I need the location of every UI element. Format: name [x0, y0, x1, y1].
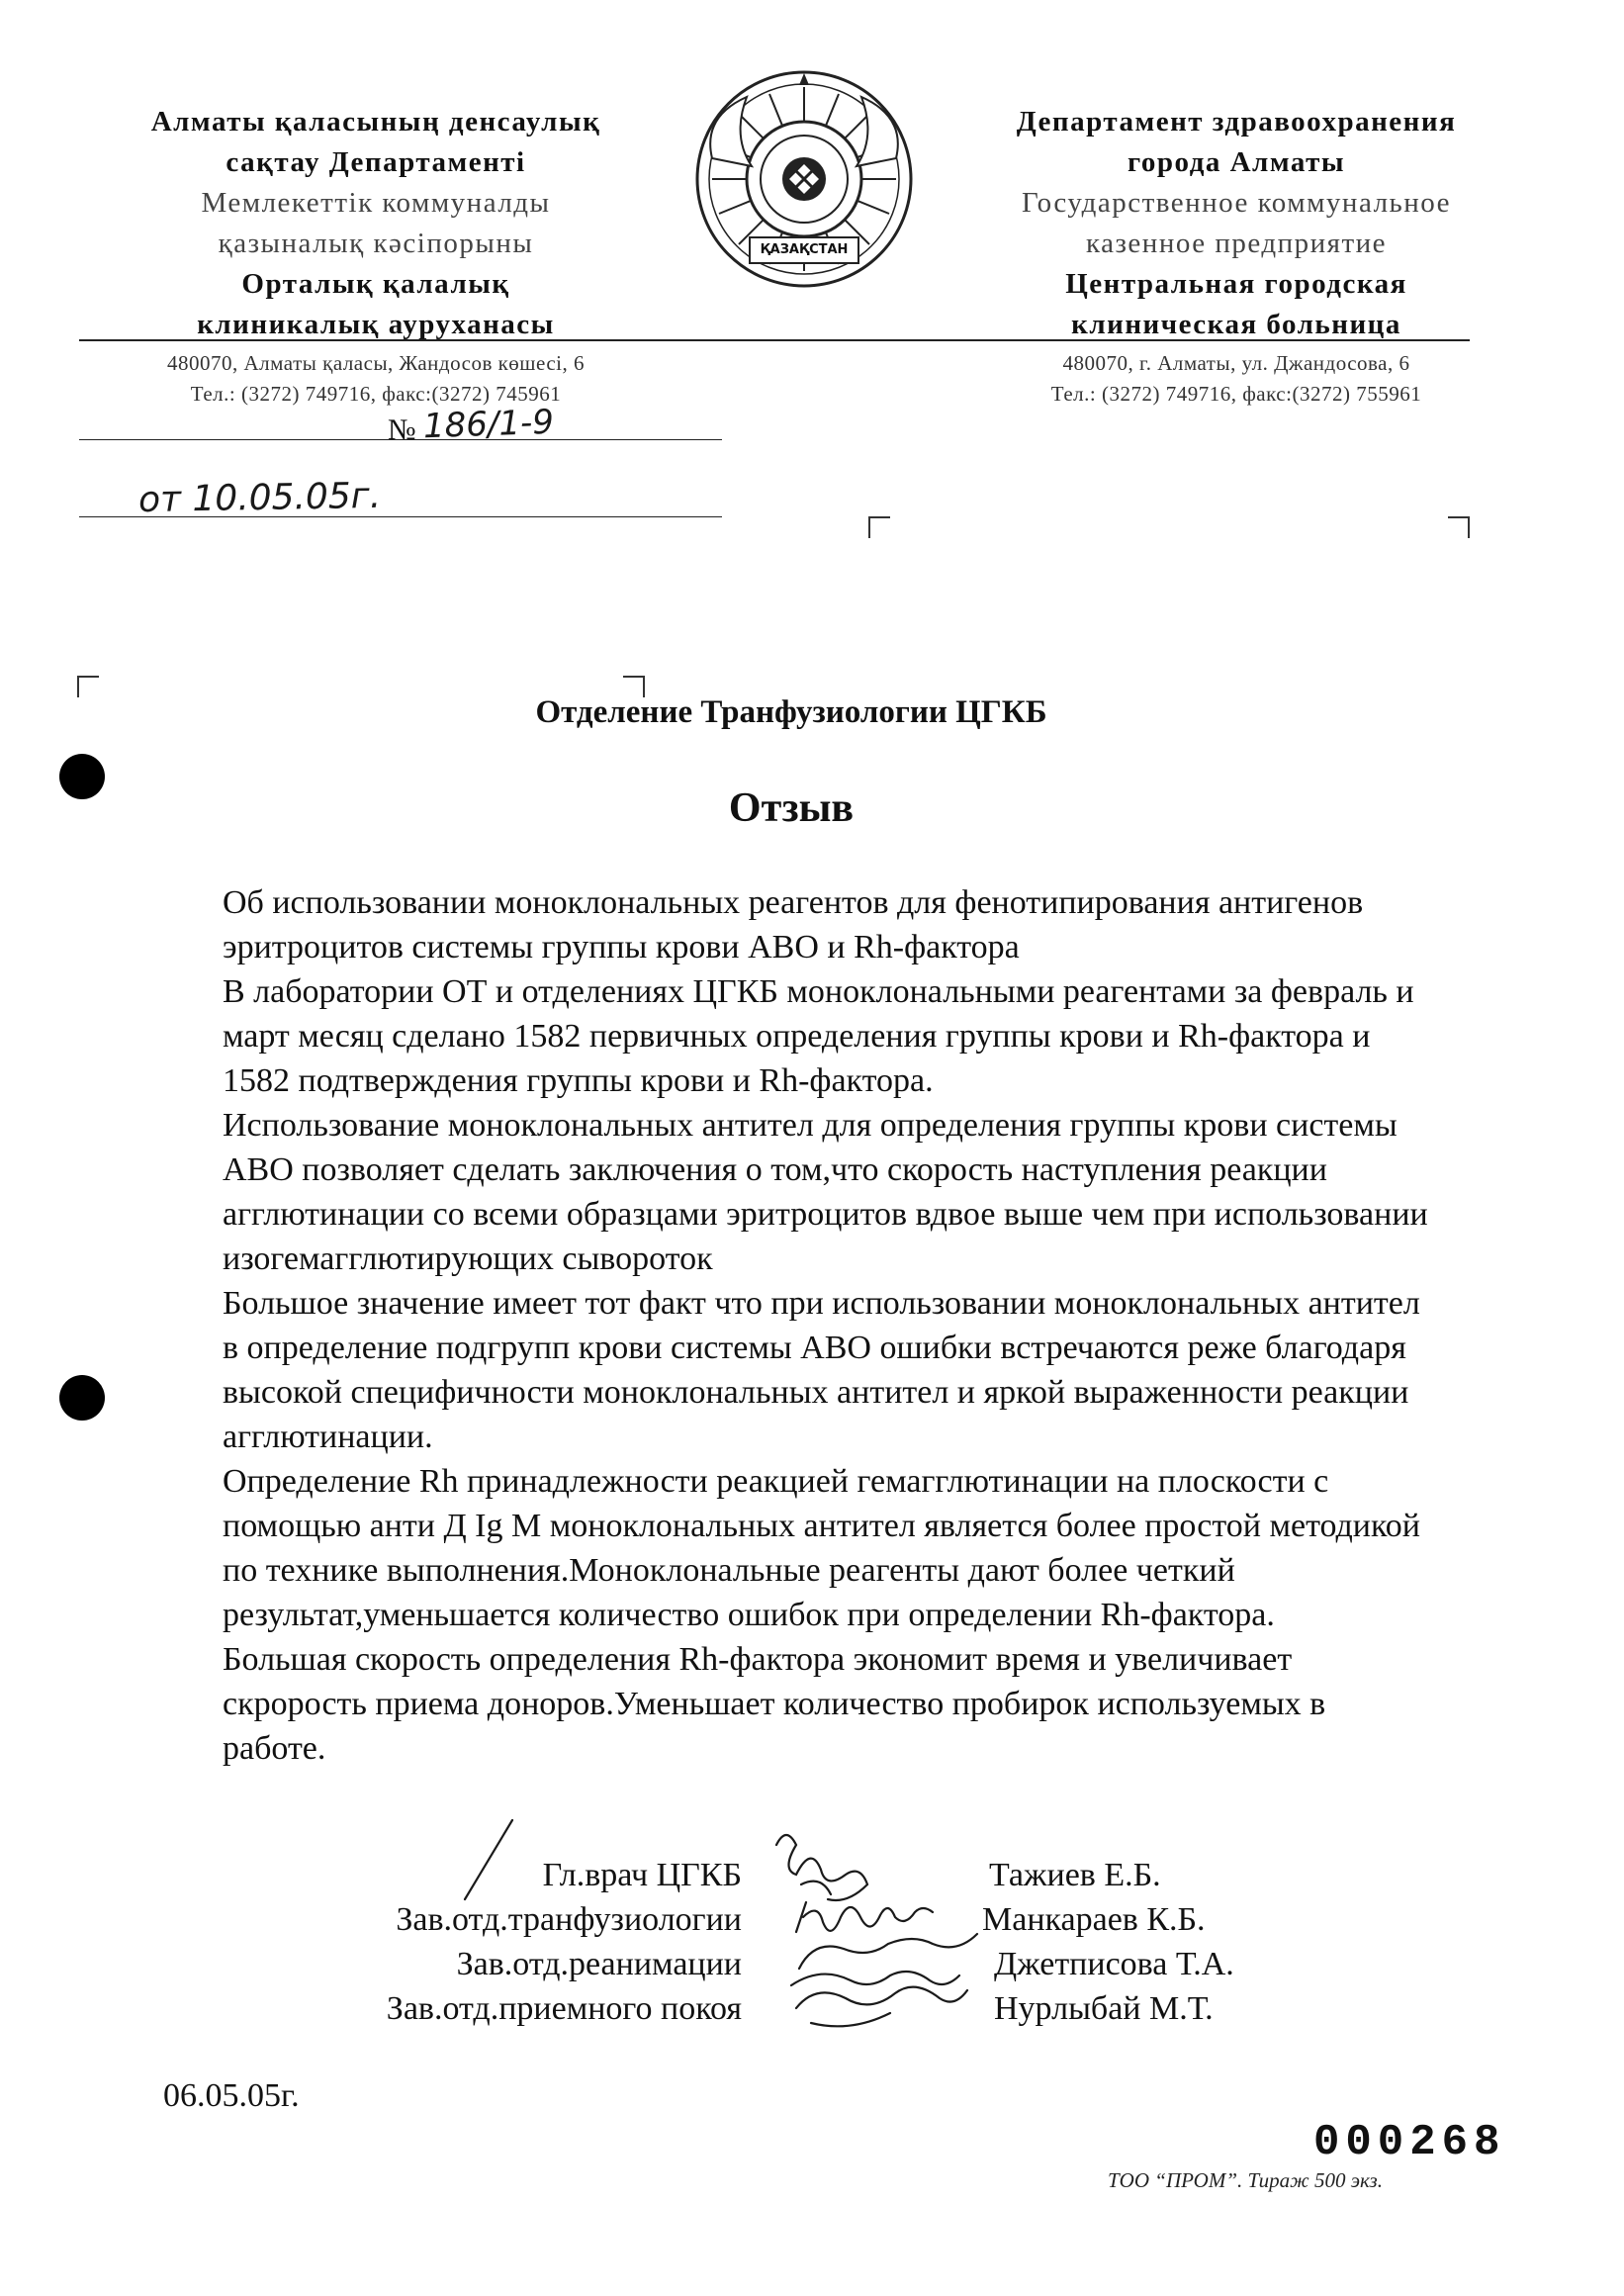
address-left-street: 480070, Алматы қаласы, Жандосов көшесі, 6: [167, 351, 585, 375]
signature-position: Зав.отд.реанимации: [456, 1946, 742, 1982]
reg-date-value: от 10.05.05г.: [137, 475, 382, 521]
org-name-kz-line2: сақтау Департаменті: [226, 146, 526, 178]
handwritten-signatures: [455, 1815, 1009, 2053]
org-type-kz-line2: қазыналық кәсіпорыны: [218, 228, 534, 259]
hospital-name-kz-line2: клиникалық ауруханасы: [197, 309, 555, 340]
department-heading: Отделение Транфузиологии ЦГКБ: [535, 694, 1047, 730]
hospital-name-ru-line2: клиническая больница: [1071, 309, 1401, 340]
document-title: Отзыв: [728, 785, 855, 831]
letterhead-left: [79, 102, 673, 345]
org-name-ru-line1: Департамент здравоохранения: [1016, 106, 1457, 138]
org-type-ru-line1: Государственное коммунальное: [1021, 187, 1452, 219]
signature-position: Гл.врач ЦГКБ: [542, 1857, 742, 1893]
paragraph-text: Большая скорость определения Rh-фактора экономит время и увеличивает скрорость приема доноров.Уменьшает количество пробирок используемых в работе.: [223, 1641, 1326, 1767]
paragraph-text: Большое значение имеет тот факт что при использовании моноклональных антител в определение подгрупп крови системы АВО ошибки встречаются реже благодаря высокой специфичности моноклональных антител и яркой выраженности реакции агглютинации.: [223, 1285, 1420, 1455]
signature-name: Джетписова Т.А.: [994, 1946, 1234, 1982]
paragraph-subject: [163, 880, 1429, 969]
signature-name: Манкараев К.Б.: [982, 1901, 1206, 1938]
hospital-name-kz-line1: Орталық қалалық: [241, 268, 510, 300]
serial-number: 000268: [1313, 2118, 1506, 2167]
reg-number-label: №: [388, 413, 416, 446]
emblem-label: ҚАЗАҚСТАН: [760, 242, 849, 257]
printer-imprint: ТОО “ПРОМ”. Тираж 500 экз.: [1108, 2168, 1383, 2192]
address-left: [79, 348, 673, 410]
addressee-corner-tl: [868, 516, 890, 538]
signature-name: Тажиев Е.Б.: [989, 1857, 1161, 1893]
signature-position: Зав.отд.приемного покоя: [386, 1990, 742, 2027]
hospital-name-ru-line1: Центральная городская: [1065, 268, 1407, 300]
paragraph-speed: [163, 1637, 1429, 1771]
letterhead-divider: [79, 339, 1470, 341]
org-name-kz-line1: Алматы қаласының денсаулық: [150, 106, 601, 138]
signature-position: Зав.отд.транфузиологии: [396, 1901, 742, 1938]
punch-hole-bottom: [59, 1375, 105, 1421]
address-left-phone: Тел.: (3272) 749716, факс:(3272) 745961: [190, 382, 562, 406]
org-type-ru-line2: казенное предприятие: [1085, 228, 1388, 259]
paragraph-text: Использование моноклональных антител для определения группы крови системы АВО позволяет сделать заключения о том,что скорость наступления реакции агглютинации со всеми образцами эритроцитов вдвое выше чем при использовании изогемагглютирующих сывороток: [223, 1107, 1428, 1277]
address-right-phone: Тел.: (3272) 749716, факс:(3272) 755961: [1050, 382, 1422, 406]
addressee-corner-tr: [1448, 516, 1470, 538]
signature-name: Нурлыбай М.Т.: [994, 1990, 1214, 2027]
paragraph-statistics: [163, 969, 1429, 1103]
org-type-kz-line1: Мемлекеттік коммуналды: [201, 187, 551, 219]
paragraph-text: Определение Rh принадлежности реакцией гемагглютинации на плоскости с помощью анти Д Ig M моноклональных антител является более простой методикой по технике выполнения.Моноклональные реагенты дают более четкий результат,уменьшается количество ошибок при определении Rh-фактора.: [223, 1463, 1420, 1633]
paragraph-rh: [163, 1459, 1429, 1637]
paragraph-subgroups: [163, 1281, 1429, 1459]
document-body: [163, 880, 1429, 1771]
reg-number-value: 186/1-9: [422, 402, 555, 447]
paragraph-abo: [163, 1103, 1429, 1281]
address-right-street: 480070, г. Алматы, ул. Джандосова, 6: [1062, 351, 1410, 375]
paragraph-text: В лаборатории ОТ и отделениях ЦГКБ моноклональными реагентами за февраль и март месяц сделано 1582 первичных определения группы крови и Rh-фактора и 1582 подтверждения группы крови и Rh-фактора.: [223, 973, 1414, 1099]
document-date: 06.05.05г.: [163, 2077, 300, 2114]
letterhead-right: [930, 102, 1543, 345]
org-name-ru-line2: города Алматы: [1127, 146, 1346, 178]
paragraph-text: Об использовании моноклональных реагентов для фенотипирования антигенов эритроцитов системы группы крови АВО и Rh-фактора: [223, 884, 1364, 965]
kazakhstan-emblem: [692, 67, 916, 291]
address-right: [930, 348, 1543, 410]
